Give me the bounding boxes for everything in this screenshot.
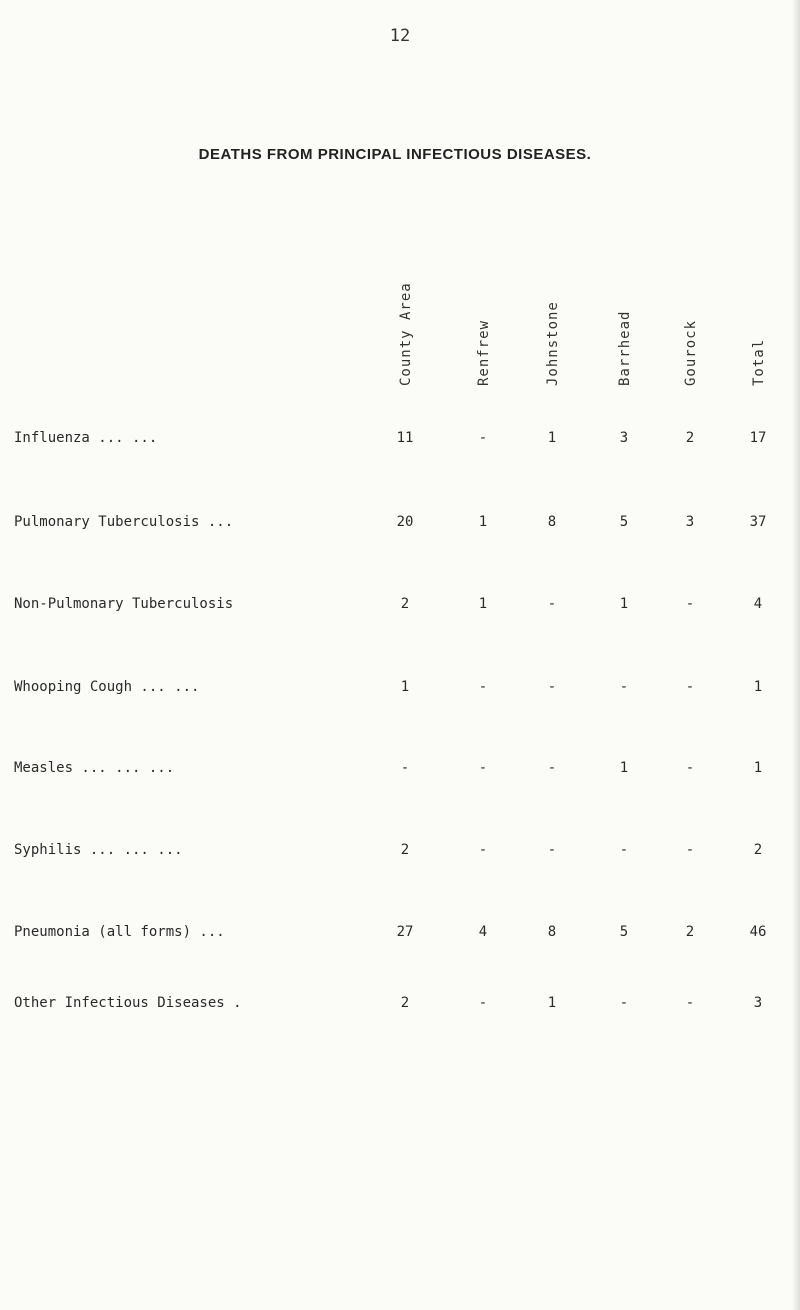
cell-barrhead: 5 (619, 514, 629, 530)
cell-johnstone: 1 (547, 995, 557, 1011)
column-header-renfrew: Renfrew (476, 319, 492, 386)
row-label: Pulmonary Tuberculosis ... (14, 514, 234, 530)
cell-renfrew: - (478, 760, 488, 776)
column-header-johnstone: Johnstone (545, 301, 561, 386)
cell-gourock: - (685, 760, 695, 776)
cell-total: 37 (749, 514, 767, 530)
table-row (0, 430, 800, 454)
cell-total: 1 (753, 760, 763, 776)
cell-county-area: 11 (396, 430, 414, 446)
cell-gourock: 3 (685, 514, 695, 530)
row-label: Pneumonia (all forms) ... (14, 924, 225, 940)
cell-county-area: - (400, 760, 410, 776)
cell-johnstone: - (547, 760, 557, 776)
cell-gourock: - (685, 842, 695, 858)
cell-renfrew: 4 (478, 924, 488, 940)
column-header-county-area: County Area (398, 282, 414, 386)
cell-renfrew: 1 (478, 596, 488, 612)
column-header-barrhead: Barrhead (617, 310, 633, 386)
row-label: Measles ... ... ... (14, 760, 175, 776)
cell-johnstone: - (547, 596, 557, 612)
cell-renfrew: - (478, 679, 488, 695)
page-title: DEATHS FROM PRINCIPAL INFECTIOUS DISEASES. (198, 146, 592, 163)
table-row (0, 760, 800, 784)
cell-renfrew: - (478, 995, 488, 1011)
cell-gourock: - (685, 596, 695, 612)
cell-barrhead: 1 (619, 760, 629, 776)
cell-county-area: 20 (396, 514, 414, 530)
row-label: Whooping Cough ... ... (14, 679, 200, 695)
column-header-gourock: Gourock (683, 319, 699, 386)
row-label: Other Infectious Diseases . (14, 995, 242, 1011)
cell-barrhead: 3 (619, 430, 629, 446)
row-label: Influenza ... ... (14, 430, 158, 446)
cell-county-area: 2 (400, 995, 410, 1011)
cell-total: 17 (749, 430, 767, 446)
table-row (0, 596, 800, 620)
cell-total: 46 (749, 924, 767, 940)
cell-county-area: 2 (400, 842, 410, 858)
cell-total: 1 (753, 679, 763, 695)
table-row (0, 679, 800, 703)
cell-johnstone: 1 (547, 430, 557, 446)
cell-barrhead: 5 (619, 924, 629, 940)
cell-total: 2 (753, 842, 763, 858)
cell-johnstone: 8 (547, 924, 557, 940)
cell-barrhead: - (619, 679, 629, 695)
cell-county-area: 2 (400, 596, 410, 612)
cell-johnstone: - (547, 679, 557, 695)
cell-renfrew: - (478, 842, 488, 858)
row-label: Syphilis ... ... ... (14, 842, 183, 858)
cell-renfrew: 1 (478, 514, 488, 530)
cell-johnstone: 8 (547, 514, 557, 530)
table-row (0, 924, 800, 948)
page-edge-shadow (792, 0, 800, 1310)
cell-total: 3 (753, 995, 763, 1011)
cell-county-area: 27 (396, 924, 414, 940)
cell-county-area: 1 (400, 679, 410, 695)
cell-total: 4 (753, 596, 763, 612)
table-row (0, 514, 800, 538)
cell-gourock: - (685, 679, 695, 695)
cell-johnstone: - (547, 842, 557, 858)
cell-gourock: 2 (685, 430, 695, 446)
row-label: Non-Pulmonary Tuberculosis (14, 596, 234, 612)
cell-gourock: 2 (685, 924, 695, 940)
cell-renfrew: - (478, 430, 488, 446)
cell-barrhead: - (619, 842, 629, 858)
cell-barrhead: - (619, 995, 629, 1011)
page-number: 12 (389, 26, 411, 46)
column-header-total: Total (751, 338, 767, 386)
table-row (0, 995, 800, 1019)
table-row (0, 842, 800, 866)
cell-barrhead: 1 (619, 596, 629, 612)
cell-gourock: - (685, 995, 695, 1011)
